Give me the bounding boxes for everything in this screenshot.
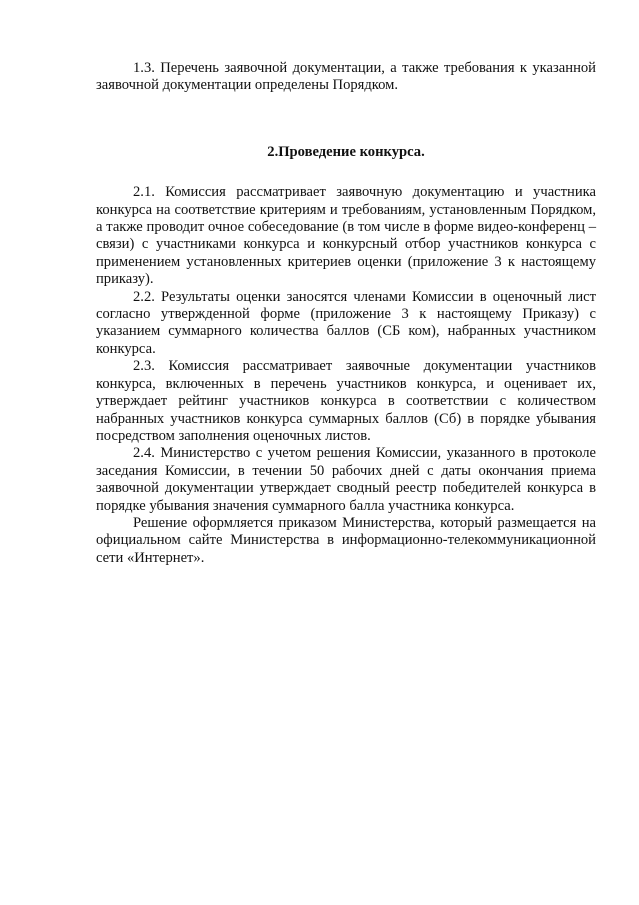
document-page [96,60,596,567]
paragraph-2-4: 2.4. Министерство с учетом решения Комиссии, указанного в протоколе заседания Комиссии, в течении 50 рабочих дней с даты окончания приема заявочной документации утверждает сводный реестр победителей конкурса в порядке убывания значения суммарного балла участника конкурса. [96,445,596,514]
paragraph-decision: Решение оформляется приказом Министерства, который размещается на официальном сайте Министерства в информационно-телекоммуникационной сети «Интернет». [96,514,596,566]
section-heading: 2.Проведение конкурса. [267,143,425,160]
paragraph-2-2: 2.2. Результаты оценки заносятся членами Комиссии в оценочный лист согласно утвержденной форме (приложение 3 к настоящему Приказу) с указанием суммарного количества баллов (СБ ком), набранных участником конкурса. [96,288,596,357]
paragraph-2-3: 2.3. Комиссия рассматривает заявочные документации участников конкурса, включенных в перечень участников конкурса, и оценивает их, утверждает рейтинг участников конкурса в соответствии с количеством набранных участников конкурса суммарных баллов (Сб) в порядке убывания посредством заполнения оценочных листов. [96,358,596,444]
paragraph-2-1: 2.1. Комиссия рассматривает заявочную документацию и участника конкурса на соответствие критериям и требованиям, установленным Порядком, а также проводит очное собеседование (в том числе в форме видео-конференц – связи) с участниками конкурса и конкурсный отбор участников конкурса с применением установленных критериев оценки (приложение 3 к настоящему приказу). [96,184,596,288]
intro-paragraph: 1.3. Перечень заявочной документации, а также требования к указанной заявочной документации определены Порядком. [96,60,596,94]
